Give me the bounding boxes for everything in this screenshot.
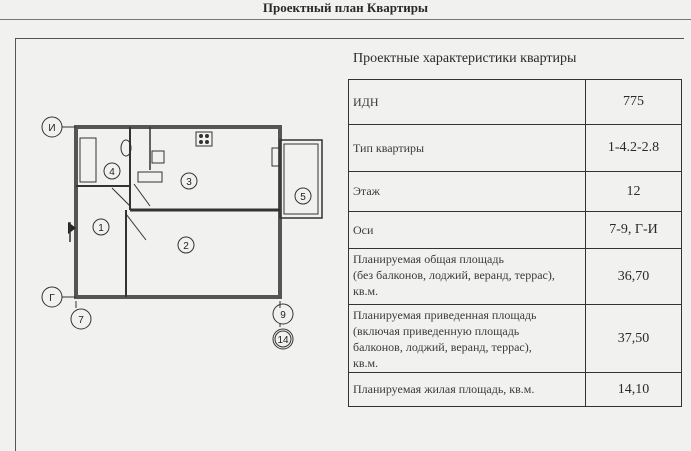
table-row [349,373,682,407]
door [134,184,150,206]
table-row [349,249,682,305]
specs-title: Проектные характеристики квартиры [353,51,577,66]
floor-badge-label: 14 [277,335,289,346]
specs-table [348,79,682,407]
floor-plan [30,110,330,350]
table-row [349,172,682,212]
spec-label-idn: ИДН [349,80,586,125]
spec-label-type: Тип квартиры [349,125,586,172]
stove-icon [196,132,212,146]
axis-label-bottom-left: Г [49,293,55,304]
balcony [280,140,322,218]
table-row [349,305,682,373]
bathtub-icon [80,138,96,182]
spec-label-living-area: Планируемая жилая площадь, кв.м. [349,373,586,407]
spec-label-floor: Этаж [349,172,586,212]
table-row [349,80,682,125]
axis-label-7: 7 [78,315,84,326]
spec-value-reduced-area: 37,50 [586,305,682,373]
spec-value-total-area: 36,70 [586,249,682,305]
spec-value-living-area: 14,10 [586,373,682,407]
spec-label-total-area: Планируемая общая площадь (без балконов, лоджий, веранд, террас), кв.м. [349,249,586,305]
room-label-5: 5 [300,192,306,203]
spec-value-idn: 775 [586,80,682,125]
room-label-2: 2 [183,241,189,252]
counter-icon [138,172,162,182]
spec-label-axes: Оси [349,212,586,249]
page-title: Проектный план Квартиры [262,0,429,15]
door [126,214,146,240]
sink-icon [152,151,164,163]
axis-label-top-left: И [48,123,56,134]
spec-value-type: 1-4.2-2.8 [586,125,682,172]
table-row [349,125,682,172]
header-divider [0,19,691,20]
axis-label-9: 9 [280,310,286,321]
spec-label-reduced-area: Планируемая приведенная площадь (включая приведенную площадь балконов, лоджий, веранд, террас), кв.м. [349,305,586,373]
room-label-3: 3 [186,177,192,188]
outer-wall [76,127,280,297]
room-label-1: 1 [98,223,104,234]
door [112,188,130,206]
room-label-4: 4 [109,167,115,178]
table-row [349,212,682,249]
spec-value-floor: 12 [586,172,682,212]
spec-value-axes: 7-9, Г-И [586,212,682,249]
